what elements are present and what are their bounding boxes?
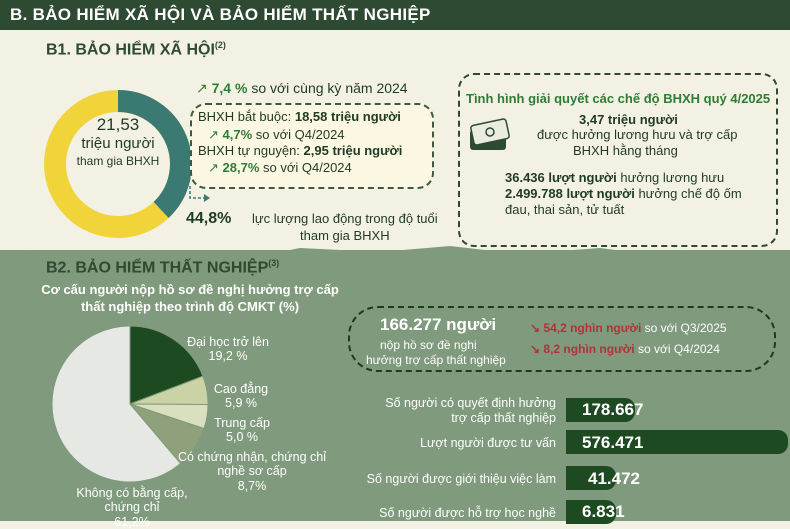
pie-cat-label: Đại học trở lên xyxy=(187,335,269,349)
trend-up-icon: ↗ xyxy=(196,80,208,96)
applicants-value: 166.277 người xyxy=(380,315,497,334)
new-pension-line xyxy=(505,170,724,185)
applicants-change-q3 xyxy=(530,321,727,335)
pie-val-label: 61,2% xyxy=(114,514,150,529)
donut-label: tham gia BHXH xyxy=(76,154,160,168)
donut-value: 21,53 xyxy=(96,115,140,134)
trend-down-icon: ↘ xyxy=(530,342,541,356)
donut-center xyxy=(58,114,178,169)
yoy-pct: 7,4 % xyxy=(211,80,248,96)
b1-footnote: (2) xyxy=(214,40,226,50)
voluntary-value: 2,95 triệu người xyxy=(303,143,403,158)
pie-val-label: 5,0 % xyxy=(226,430,258,445)
down1-value: 54,2 nghìn người xyxy=(543,321,642,335)
pie-cat-label: Không có bằng cấp, chứng chỉ xyxy=(76,486,188,515)
down1-cmp: so với Q3/2025 xyxy=(644,321,727,335)
bar-value-training: 6.831 xyxy=(582,502,625,521)
trend-down-icon: ↘ xyxy=(530,321,541,335)
mandatory-change xyxy=(208,127,345,143)
voluntary-pct: 28,7% xyxy=(222,160,260,175)
bar-label-decision xyxy=(300,396,556,426)
mandatory-pct: 4,7% xyxy=(222,127,253,142)
bar-value-decision: 178.667 xyxy=(582,400,644,419)
bar-label-line: Số người có quyết định hưởng xyxy=(385,396,556,410)
new-pension-value: 36.436 lượt người xyxy=(505,170,617,185)
voluntary-cmp: so với Q4/2024 xyxy=(263,160,352,175)
yoy-line xyxy=(196,80,408,97)
pie-label-college xyxy=(198,382,284,411)
down2-value: 8,2 nghìn người xyxy=(543,342,635,356)
b2-footnote: (3) xyxy=(268,258,280,268)
page-title: B. BẢO HIỂM XÃ HỘI VÀ BẢO HIỂM THẤT NGHIỆP xyxy=(10,5,431,24)
b1-title-text: B1. BẢO HIỂM XÃ HỘI xyxy=(46,41,215,59)
pie-title xyxy=(0,282,380,316)
short-term-text2: đau, thai sản, tử tuất xyxy=(505,202,625,217)
mandatory-label: BHXH bắt buộc: xyxy=(198,109,292,124)
voluntary-change xyxy=(208,160,352,176)
bar-label-consult: Lượt người được tư vấn xyxy=(420,436,556,450)
applicants-text2: hưởng trợ cấp thất nghiệp xyxy=(366,353,506,367)
pie-val-label: 5,9 % xyxy=(225,396,257,411)
down2-cmp: so với Q4/2024 xyxy=(637,342,720,356)
pension-text2: BHXH hằng tháng xyxy=(573,143,678,158)
voluntary-line xyxy=(198,143,402,158)
b1-title xyxy=(46,40,226,59)
labor-text1: lực lượng lao động trong độ tuổi xyxy=(252,211,438,226)
donut-unit: triệu người xyxy=(81,135,155,153)
pie-cat-label: Có chứng nhận, chứng chỉ nghề sơ cấp xyxy=(177,450,327,479)
short-term-text: hưởng chế độ ốm xyxy=(638,186,742,201)
bar-value-referral: 41.472 xyxy=(588,469,640,488)
labor-pct: 44,8% xyxy=(186,210,232,227)
pie-cat-label: Trung cấp xyxy=(214,416,270,430)
short-term-line xyxy=(505,186,742,201)
applicants-text1: nộp hồ sơ đề nghị xyxy=(380,338,477,352)
pie-cat-label: Cao đẳng xyxy=(213,382,269,396)
labor-text2: tham gia BHXH xyxy=(300,228,390,243)
pension-total: 3,47 triệu người xyxy=(579,112,678,127)
bar-label-training: Số người được hỗ trợ học nghề xyxy=(379,506,556,520)
short-term-value: 2.499.788 lượt người xyxy=(505,186,635,201)
b2-title-text: B2. BẢO HIỂM THẤT NGHIỆP xyxy=(46,259,269,277)
pie-label-university xyxy=(178,335,278,364)
trend-up-icon: ↗ xyxy=(208,127,219,142)
pie-val-label: 8,7% xyxy=(237,478,267,493)
yoy-text: so với cùng kỳ năm 2024 xyxy=(251,80,408,96)
bar-label-line: trợ cấp thất nghiệp xyxy=(451,411,556,425)
pie-title-line2: thất nghiệp theo trình độ CMKT (%) xyxy=(80,298,300,314)
mandatory-cmp: so với Q4/2024 xyxy=(255,127,345,142)
new-pension-text: hưởng lương hưu xyxy=(620,170,725,185)
pie-label-none xyxy=(62,486,202,529)
bar-value-consult: 576.471 xyxy=(582,433,644,452)
regime-title: Tình hình giải quyết các chế độ BHXH quý 4/2025 xyxy=(466,91,771,106)
mandatory-value: 18,58 triệu người xyxy=(294,109,401,124)
pie-title-line1: Cơ cấu người nộp hồ sơ đề nghị hưởng trợ cấp xyxy=(41,282,339,297)
b2-title xyxy=(46,258,279,277)
applicants-change-q4 xyxy=(530,342,720,356)
mandatory-line xyxy=(198,109,401,124)
pie-label-intermediate xyxy=(202,416,282,445)
trend-up-icon: ↗ xyxy=(208,160,219,175)
pie-val-label: 19,2 % xyxy=(208,349,248,364)
pension-text1: được hưởng lương hưu và trợ cấp xyxy=(537,127,738,142)
voluntary-label: BHXH tự nguyện: xyxy=(198,143,300,158)
money-stack-icon xyxy=(466,110,512,156)
bar-label-referral: Số người được giới thiệu việc làm xyxy=(366,472,556,486)
